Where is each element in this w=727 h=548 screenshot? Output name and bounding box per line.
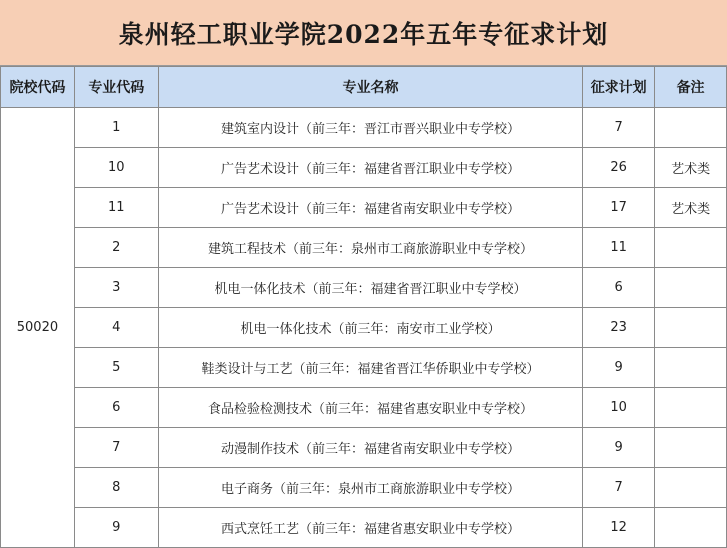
major-name-cell: 机电一体化技术（前三年：福建省晋江职业中专学校）: [158, 268, 583, 308]
page-title: 泉州轻工职业学院2022年五年专征求计划: [118, 19, 609, 49]
major-name-cell: 西式烹饪工艺（前三年：福建省惠安职业中专学校）: [158, 508, 583, 548]
note-cell: [655, 348, 727, 388]
major-name-cell: 鞋类设计与工艺（前三年：福建省晋江华侨职业中专学校）: [158, 348, 583, 388]
title-bar: [0, 0, 727, 66]
note-cell: [655, 308, 727, 348]
major-name-cell: 广告艺术设计（前三年：福建省南安职业中专学校）: [158, 188, 583, 228]
major-code-cell: 8: [74, 468, 158, 508]
quota-cell: 26: [583, 148, 655, 188]
table-row: [1, 108, 727, 148]
header-quota: 征求计划: [583, 67, 655, 108]
table-row: [1, 268, 727, 308]
note-cell: 艺术类: [655, 188, 727, 228]
major-code-cell: 9: [74, 508, 158, 548]
header-major-code: 专业代码: [74, 67, 158, 108]
table-row: [1, 388, 727, 428]
note-cell: [655, 468, 727, 508]
major-name-cell: 电子商务（前三年：泉州市工商旅游职业中专学校）: [158, 468, 583, 508]
major-name-cell: 广告艺术设计（前三年：福建省晋江职业中专学校）: [158, 148, 583, 188]
table-row: [1, 468, 727, 508]
quota-cell: 7: [583, 468, 655, 508]
header-major-name: 专业名称: [158, 67, 583, 108]
plan-table: [0, 66, 727, 548]
major-name-cell: 食品检验检测技术（前三年：福建省惠安职业中专学校）: [158, 388, 583, 428]
quota-cell: 9: [583, 428, 655, 468]
major-name-cell: 机电一体化技术（前三年：南安市工业学校）: [158, 308, 583, 348]
major-code-cell: 11: [74, 188, 158, 228]
table-row: [1, 188, 727, 228]
note-cell: [655, 228, 727, 268]
table-row: [1, 348, 727, 388]
major-code-cell: 2: [74, 228, 158, 268]
quota-cell: 17: [583, 188, 655, 228]
header-college-code: 院校代码: [1, 67, 75, 108]
major-code-cell: 3: [74, 268, 158, 308]
table-row: [1, 508, 727, 548]
table-row: [1, 228, 727, 268]
major-code-cell: 10: [74, 148, 158, 188]
table-body: [1, 108, 727, 548]
quota-cell: 10: [583, 388, 655, 428]
major-code-cell: 6: [74, 388, 158, 428]
major-name-cell: 建筑工程技术（前三年：泉州市工商旅游职业中专学校）: [158, 228, 583, 268]
note-cell: [655, 108, 727, 148]
quota-cell: 9: [583, 348, 655, 388]
quota-cell: 7: [583, 108, 655, 148]
major-code-cell: 7: [74, 428, 158, 468]
header-row: [1, 67, 727, 108]
note-cell: [655, 428, 727, 468]
note-cell: 艺术类: [655, 148, 727, 188]
quota-cell: 11: [583, 228, 655, 268]
college-code-cell: 50020: [1, 108, 75, 548]
note-cell: [655, 268, 727, 308]
quota-cell: 23: [583, 308, 655, 348]
major-name-cell: 动漫制作技术（前三年：福建省南安职业中专学校）: [158, 428, 583, 468]
table-row: [1, 308, 727, 348]
table-row: [1, 148, 727, 188]
major-code-cell: 5: [74, 348, 158, 388]
table-row: [1, 428, 727, 468]
header-note: 备注: [655, 67, 727, 108]
quota-cell: 6: [583, 268, 655, 308]
major-code-cell: 4: [74, 308, 158, 348]
quota-cell: 12: [583, 508, 655, 548]
major-name-cell: 建筑室内设计（前三年：晋江市晋兴职业中专学校）: [158, 108, 583, 148]
note-cell: [655, 508, 727, 548]
major-code-cell: 1: [74, 108, 158, 148]
note-cell: [655, 388, 727, 428]
